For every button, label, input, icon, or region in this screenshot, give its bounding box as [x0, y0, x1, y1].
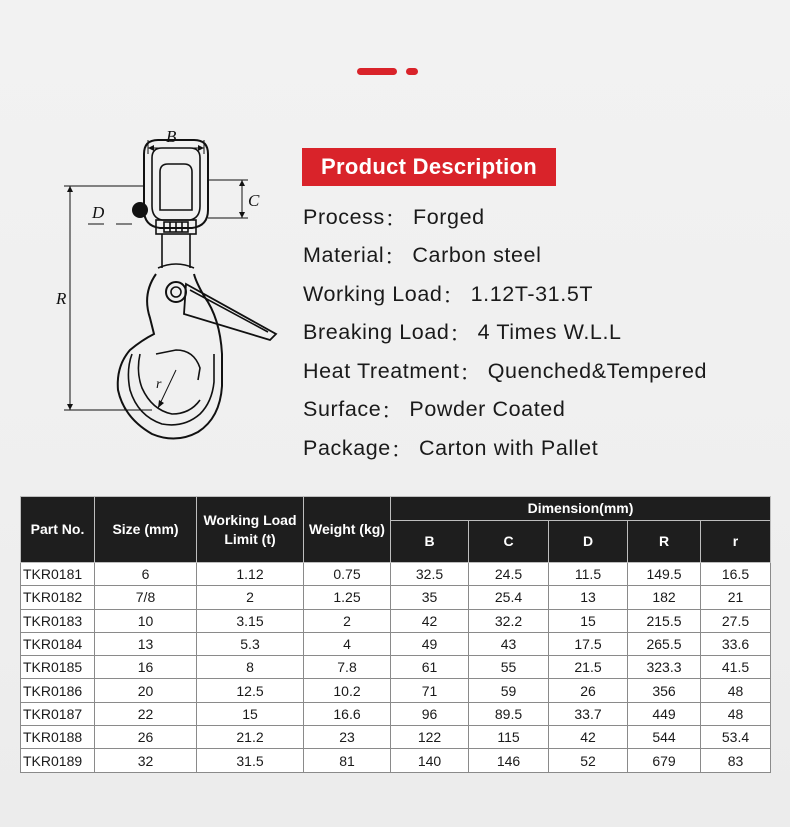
- cell-part-no: TKR0185: [21, 656, 95, 679]
- spec-separator: ：: [384, 245, 407, 270]
- cell-part-no: TKR0188: [21, 726, 95, 749]
- header-dim-r-lower: r: [701, 521, 771, 563]
- cell-d: 21.5: [549, 656, 628, 679]
- cell-d: 26: [549, 679, 628, 702]
- cell-size: 32: [95, 749, 197, 772]
- cell-b: 61: [391, 656, 469, 679]
- spec-separator: ：: [384, 206, 407, 231]
- header-dim-c: C: [469, 521, 549, 563]
- cell-wll: 12.5: [197, 679, 304, 702]
- cell-wll: 21.2: [197, 726, 304, 749]
- cell-b: 32.5: [391, 563, 469, 586]
- cell-part-no: TKR0184: [21, 632, 95, 655]
- dim-label-r-lower: r: [156, 377, 162, 392]
- cell-wll: 5.3: [197, 632, 304, 655]
- cell-d: 13: [549, 586, 628, 609]
- header-size: Size (mm): [95, 497, 197, 563]
- cell-b: 140: [391, 749, 469, 772]
- cell-r-upper: 356: [628, 679, 701, 702]
- spec-value: Carton with Pallet: [418, 435, 599, 460]
- cell-c: 25.4: [469, 586, 549, 609]
- table-row: [21, 726, 771, 749]
- cell-c: 55: [469, 656, 549, 679]
- cell-part-no: TKR0189: [21, 749, 95, 772]
- cell-part-no: TKR0181: [21, 563, 95, 586]
- spec-label: Working Load: [303, 281, 443, 306]
- header-dim-b: B: [391, 521, 469, 563]
- cell-r-lower: 27.5: [701, 609, 771, 632]
- specification-table: [20, 496, 771, 773]
- cell-size: 10: [95, 609, 197, 632]
- header-part-no: Part No.: [21, 497, 95, 563]
- cell-r-upper: 323.3: [628, 656, 701, 679]
- spec-separator: ：: [449, 322, 472, 347]
- cell-wll: 15: [197, 702, 304, 725]
- table-row: [21, 586, 771, 609]
- cell-r-lower: 83: [701, 749, 771, 772]
- spec-label: Heat Treatment: [303, 358, 460, 383]
- cell-wll: 31.5: [197, 749, 304, 772]
- cell-wll: 3.15: [197, 609, 304, 632]
- header-dim-r-upper: R: [628, 521, 701, 563]
- cell-weight: 2: [304, 609, 391, 632]
- spec-separator: ：: [381, 399, 404, 424]
- cell-size: 6: [95, 563, 197, 586]
- spec-value: Powder Coated: [409, 397, 566, 422]
- cell-wll: 8: [197, 656, 304, 679]
- dim-label-r-upper: R: [56, 289, 67, 308]
- header-working-load-limit: Working Load Limit (t): [197, 497, 304, 563]
- cell-b: 122: [391, 726, 469, 749]
- cell-r-upper: 544: [628, 726, 701, 749]
- cell-c: 43: [469, 632, 549, 655]
- table-row: [21, 679, 771, 702]
- cell-wll: 1.12: [197, 563, 304, 586]
- cell-wll: 2: [197, 586, 304, 609]
- spec-working-load: [303, 275, 707, 314]
- table-row: [21, 632, 771, 655]
- cell-r-lower: 41.5: [701, 656, 771, 679]
- cell-r-upper: 449: [628, 702, 701, 725]
- cell-weight: 10.2: [304, 679, 391, 702]
- spec-surface: [303, 391, 707, 430]
- spec-separator: ：: [442, 283, 465, 308]
- cell-r-lower: 21: [701, 586, 771, 609]
- cell-weight: 4: [304, 632, 391, 655]
- cell-size: 22: [95, 702, 197, 725]
- spec-list: [303, 198, 707, 468]
- cell-b: 96: [391, 702, 469, 725]
- table-row: [21, 609, 771, 632]
- cell-size: 26: [95, 726, 197, 749]
- spec-package: [303, 429, 707, 468]
- cell-weight: 7.8: [304, 656, 391, 679]
- spec-heat-treatment: [303, 352, 707, 391]
- cell-weight: 81: [304, 749, 391, 772]
- spec-value: 4 Times W.L.L: [477, 320, 622, 345]
- spec-label: Package: [303, 435, 391, 460]
- cell-size: 7/8: [95, 586, 197, 609]
- header-weight: Weight (kg): [304, 497, 391, 563]
- dim-label-d: D: [92, 203, 105, 222]
- cell-c: 59: [469, 679, 549, 702]
- cell-d: 11.5: [549, 563, 628, 586]
- cell-r-upper: 182: [628, 586, 701, 609]
- spec-separator: ：: [459, 360, 482, 385]
- header-dimension: Dimension(mm): [391, 497, 771, 521]
- spec-breaking-load: [303, 314, 707, 353]
- cell-c: 146: [469, 749, 549, 772]
- cell-r-upper: 679: [628, 749, 701, 772]
- spec-label: Process: [303, 204, 385, 229]
- cell-d: 42: [549, 726, 628, 749]
- spec-value: 1.12T-31.5T: [470, 281, 594, 306]
- cell-b: 42: [391, 609, 469, 632]
- cell-r-lower: 16.5: [701, 563, 771, 586]
- table-row: [21, 563, 771, 586]
- spec-material: [303, 237, 707, 276]
- accent-dash-long: [357, 68, 397, 75]
- cell-part-no: TKR0182: [21, 586, 95, 609]
- cell-c: 89.5: [469, 702, 549, 725]
- cell-r-lower: 48: [701, 679, 771, 702]
- cell-d: 17.5: [549, 632, 628, 655]
- cell-r-upper: 265.5: [628, 632, 701, 655]
- spec-label: Material: [303, 243, 385, 268]
- table-row: [21, 656, 771, 679]
- spec-value: Forged: [412, 204, 485, 229]
- cell-r-lower: 53.4: [701, 726, 771, 749]
- cell-weight: 0.75: [304, 563, 391, 586]
- table-row: [21, 749, 771, 772]
- cell-weight: 23: [304, 726, 391, 749]
- spec-label: Breaking Load: [303, 320, 450, 345]
- spec-separator: ：: [390, 437, 413, 462]
- table-row: [21, 702, 771, 725]
- spec-process: [303, 198, 707, 237]
- dim-label-b: B: [166, 127, 177, 146]
- cell-size: 13: [95, 632, 197, 655]
- cell-d: 33.7: [549, 702, 628, 725]
- cell-part-no: TKR0186: [21, 679, 95, 702]
- product-description-title: Product Description: [302, 148, 556, 186]
- dim-label-c: C: [248, 191, 260, 210]
- cell-c: 32.2: [469, 609, 549, 632]
- cell-b: 71: [391, 679, 469, 702]
- cell-weight: 1.25: [304, 586, 391, 609]
- cell-weight: 16.6: [304, 702, 391, 725]
- cell-size: 20: [95, 679, 197, 702]
- spec-value: Carbon steel: [412, 243, 542, 268]
- cell-d: 52: [549, 749, 628, 772]
- cell-b: 35: [391, 586, 469, 609]
- spec-value: Quenched&Tempered: [487, 358, 708, 383]
- cell-r-upper: 215.5: [628, 609, 701, 632]
- header-dim-d: D: [549, 521, 628, 563]
- accent-dash-short: [406, 68, 418, 75]
- cell-c: 115: [469, 726, 549, 749]
- cell-b: 49: [391, 632, 469, 655]
- cell-r-lower: 33.6: [701, 632, 771, 655]
- cell-d: 15: [549, 609, 628, 632]
- cell-c: 24.5: [469, 563, 549, 586]
- cell-r-upper: 149.5: [628, 563, 701, 586]
- cell-part-no: TKR0187: [21, 702, 95, 725]
- cell-r-lower: 48: [701, 702, 771, 725]
- spec-label: Surface: [303, 397, 382, 422]
- swivel-hook-drawing: [44, 118, 284, 458]
- cell-part-no: TKR0183: [21, 609, 95, 632]
- cell-size: 16: [95, 656, 197, 679]
